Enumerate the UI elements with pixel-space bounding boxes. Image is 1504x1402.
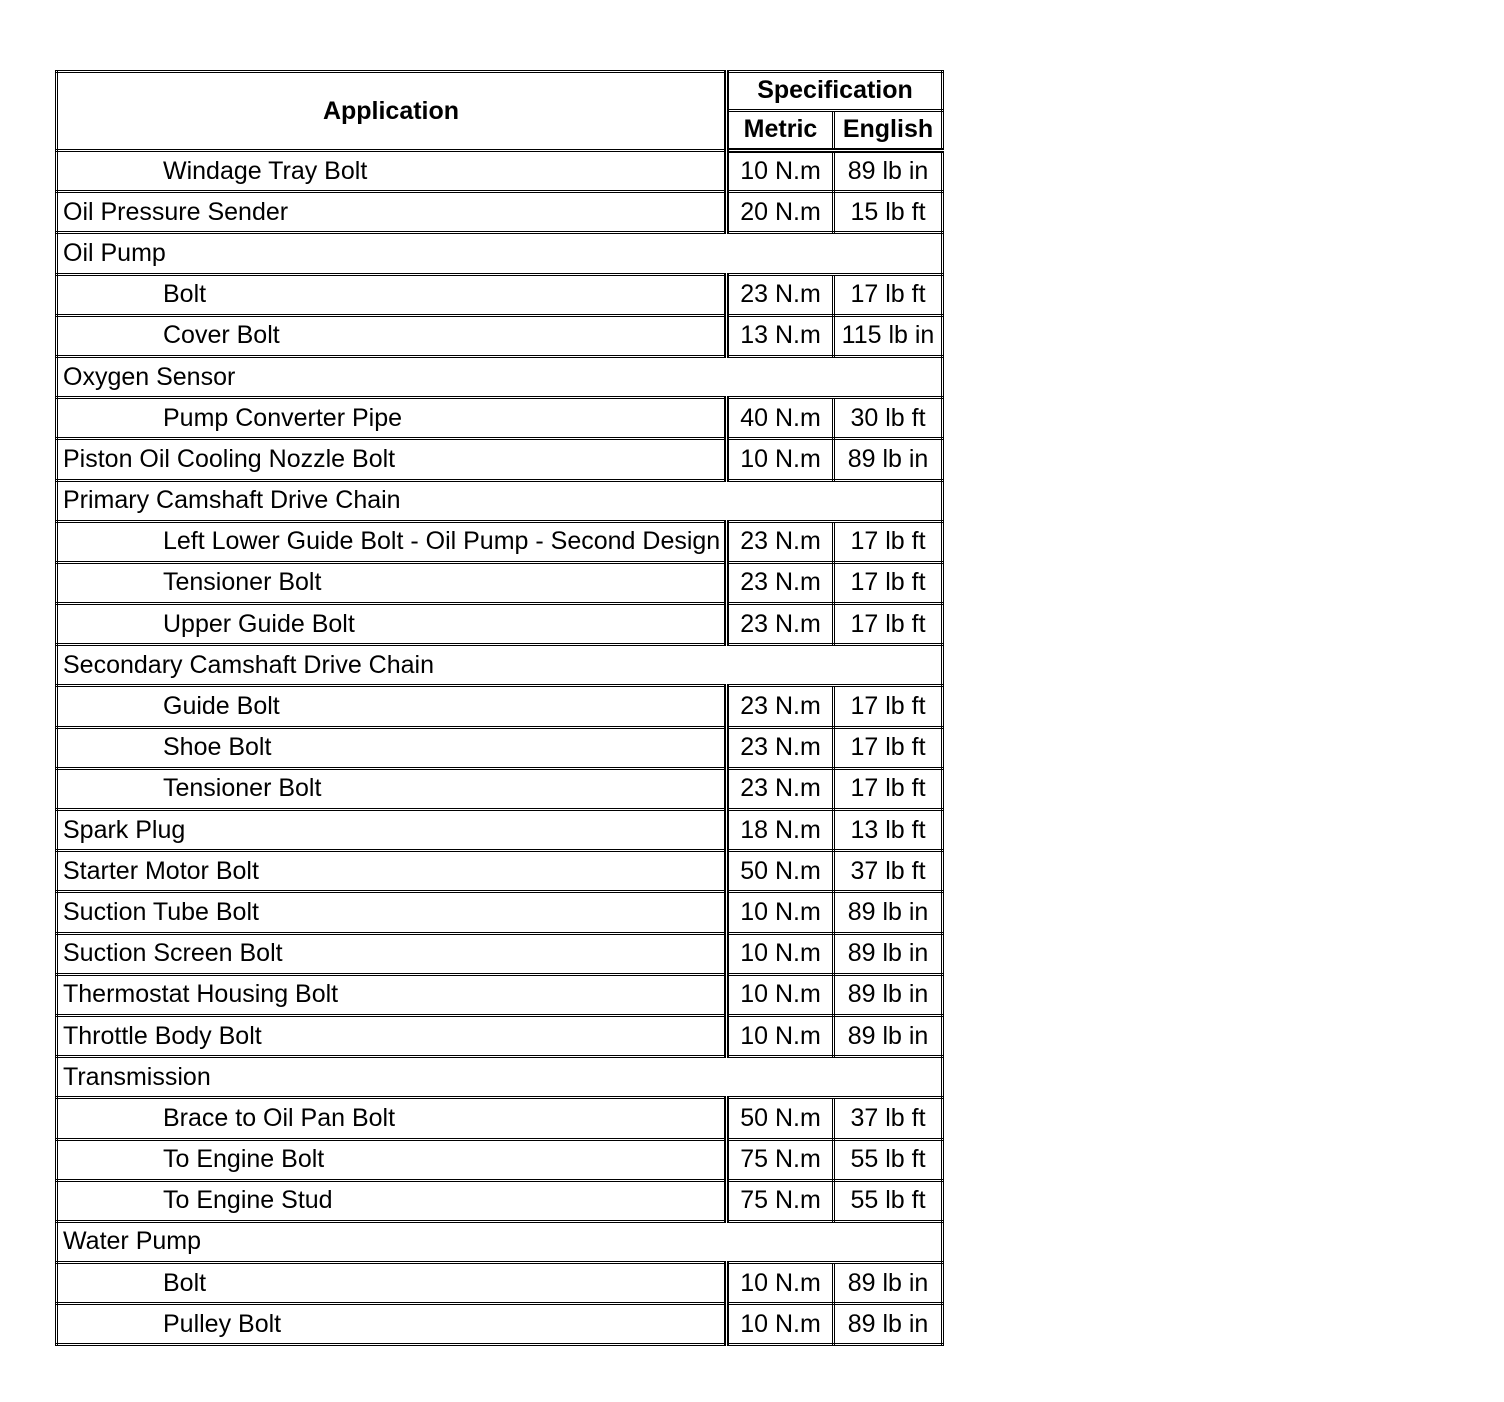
table-row bbox=[57, 398, 943, 439]
table-row bbox=[57, 315, 943, 356]
metric-cell: 13 N.m bbox=[727, 315, 834, 356]
english-cell: 89 lb in bbox=[834, 1304, 943, 1345]
table-body bbox=[57, 151, 943, 1345]
group-label: Transmission bbox=[57, 1057, 943, 1098]
table-row bbox=[57, 192, 943, 233]
english-cell: 89 lb in bbox=[834, 974, 943, 1015]
application-cell: To Engine Bolt bbox=[57, 1139, 727, 1180]
table-row bbox=[57, 562, 943, 603]
english-cell: 17 lb ft bbox=[834, 604, 943, 645]
english-cell: 17 lb ft bbox=[834, 686, 943, 727]
table-row bbox=[57, 1015, 943, 1056]
group-label: Oxygen Sensor bbox=[57, 356, 943, 397]
metric-cell: 10 N.m bbox=[727, 933, 834, 974]
application-cell: Windage Tray Bolt bbox=[57, 151, 727, 192]
group-label: Primary Camshaft Drive Chain bbox=[57, 480, 943, 521]
table-row bbox=[57, 768, 943, 809]
metric-cell: 50 N.m bbox=[727, 1098, 834, 1139]
application-cell: Pump Converter Pipe bbox=[57, 398, 727, 439]
group-row bbox=[57, 480, 943, 521]
metric-cell: 23 N.m bbox=[727, 521, 834, 562]
table-row bbox=[57, 1139, 943, 1180]
group-row bbox=[57, 233, 943, 274]
metric-cell: 23 N.m bbox=[727, 768, 834, 809]
english-cell: 37 lb ft bbox=[834, 1098, 943, 1139]
english-cell: 89 lb in bbox=[834, 151, 943, 192]
table-row bbox=[57, 933, 943, 974]
metric-cell: 10 N.m bbox=[727, 1015, 834, 1056]
english-cell: 15 lb ft bbox=[834, 192, 943, 233]
metric-cell: 23 N.m bbox=[727, 562, 834, 603]
english-cell: 55 lb ft bbox=[834, 1180, 943, 1221]
application-cell: Guide Bolt bbox=[57, 686, 727, 727]
application-cell: Tensioner Bolt bbox=[57, 562, 727, 603]
table-row bbox=[57, 686, 943, 727]
metric-cell: 50 N.m bbox=[727, 851, 834, 892]
table-row bbox=[57, 151, 943, 192]
metric-cell: 75 N.m bbox=[727, 1139, 834, 1180]
table-row bbox=[57, 851, 943, 892]
english-column-header: English bbox=[834, 110, 943, 150]
group-row bbox=[57, 645, 943, 686]
english-cell: 17 lb ft bbox=[834, 274, 943, 315]
english-cell: 30 lb ft bbox=[834, 398, 943, 439]
metric-cell: 10 N.m bbox=[727, 151, 834, 192]
table-row bbox=[57, 521, 943, 562]
metric-cell: 75 N.m bbox=[727, 1180, 834, 1221]
table-row bbox=[57, 1180, 943, 1221]
application-cell: Starter Motor Bolt bbox=[57, 851, 727, 892]
table-row bbox=[57, 1098, 943, 1139]
application-cell: Tensioner Bolt bbox=[57, 768, 727, 809]
table-row bbox=[57, 1263, 943, 1304]
table-row bbox=[57, 810, 943, 851]
application-cell: Suction Tube Bolt bbox=[57, 892, 727, 933]
english-cell: 37 lb ft bbox=[834, 851, 943, 892]
metric-cell: 10 N.m bbox=[727, 974, 834, 1015]
application-cell: To Engine Stud bbox=[57, 1180, 727, 1221]
metric-cell: 10 N.m bbox=[727, 1263, 834, 1304]
table-row bbox=[57, 604, 943, 645]
group-row bbox=[57, 356, 943, 397]
metric-cell: 23 N.m bbox=[727, 727, 834, 768]
application-cell: Shoe Bolt bbox=[57, 727, 727, 768]
application-cell: Bolt bbox=[57, 274, 727, 315]
application-cell: Left Lower Guide Bolt - Oil Pump - Second Design bbox=[57, 521, 727, 562]
english-cell: 13 lb ft bbox=[834, 810, 943, 851]
english-cell: 89 lb in bbox=[834, 933, 943, 974]
english-cell: 115 lb in bbox=[834, 315, 943, 356]
specification-column-header: Specification bbox=[727, 72, 943, 111]
application-cell: Suction Screen Bolt bbox=[57, 933, 727, 974]
metric-cell: 20 N.m bbox=[727, 192, 834, 233]
metric-cell: 23 N.m bbox=[727, 604, 834, 645]
english-cell: 17 lb ft bbox=[834, 768, 943, 809]
table-row bbox=[57, 892, 943, 933]
application-cell: Pulley Bolt bbox=[57, 1304, 727, 1345]
torque-specification-table bbox=[55, 70, 944, 1346]
metric-cell: 10 N.m bbox=[727, 892, 834, 933]
application-cell: Thermostat Housing Bolt bbox=[57, 974, 727, 1015]
table-header bbox=[57, 72, 943, 151]
metric-cell: 10 N.m bbox=[727, 439, 834, 480]
english-cell: 89 lb in bbox=[834, 1263, 943, 1304]
header-row bbox=[57, 72, 943, 111]
english-cell: 89 lb in bbox=[834, 1015, 943, 1056]
group-label: Oil Pump bbox=[57, 233, 943, 274]
group-label: Water Pump bbox=[57, 1221, 943, 1262]
application-cell: Upper Guide Bolt bbox=[57, 604, 727, 645]
application-cell: Brace to Oil Pan Bolt bbox=[57, 1098, 727, 1139]
metric-cell: 40 N.m bbox=[727, 398, 834, 439]
metric-cell: 10 N.m bbox=[727, 1304, 834, 1345]
table-row bbox=[57, 439, 943, 480]
table-row bbox=[57, 974, 943, 1015]
metric-column-header: Metric bbox=[727, 110, 834, 150]
application-cell: Piston Oil Cooling Nozzle Bolt bbox=[57, 439, 727, 480]
application-column-header: Application bbox=[57, 72, 727, 151]
table-row bbox=[57, 1304, 943, 1345]
group-label: Secondary Camshaft Drive Chain bbox=[57, 645, 943, 686]
application-cell: Spark Plug bbox=[57, 810, 727, 851]
application-cell: Throttle Body Bolt bbox=[57, 1015, 727, 1056]
metric-cell: 23 N.m bbox=[727, 686, 834, 727]
table-row bbox=[57, 727, 943, 768]
english-cell: 17 lb ft bbox=[834, 727, 943, 768]
application-cell: Bolt bbox=[57, 1263, 727, 1304]
metric-cell: 23 N.m bbox=[727, 274, 834, 315]
group-row bbox=[57, 1221, 943, 1262]
table-row bbox=[57, 274, 943, 315]
english-cell: 55 lb ft bbox=[834, 1139, 943, 1180]
metric-cell: 18 N.m bbox=[727, 810, 834, 851]
application-cell: Cover Bolt bbox=[57, 315, 727, 356]
group-row bbox=[57, 1057, 943, 1098]
english-cell: 89 lb in bbox=[834, 439, 943, 480]
application-cell: Oil Pressure Sender bbox=[57, 192, 727, 233]
english-cell: 89 lb in bbox=[834, 892, 943, 933]
english-cell: 17 lb ft bbox=[834, 562, 943, 603]
english-cell: 17 lb ft bbox=[834, 521, 943, 562]
